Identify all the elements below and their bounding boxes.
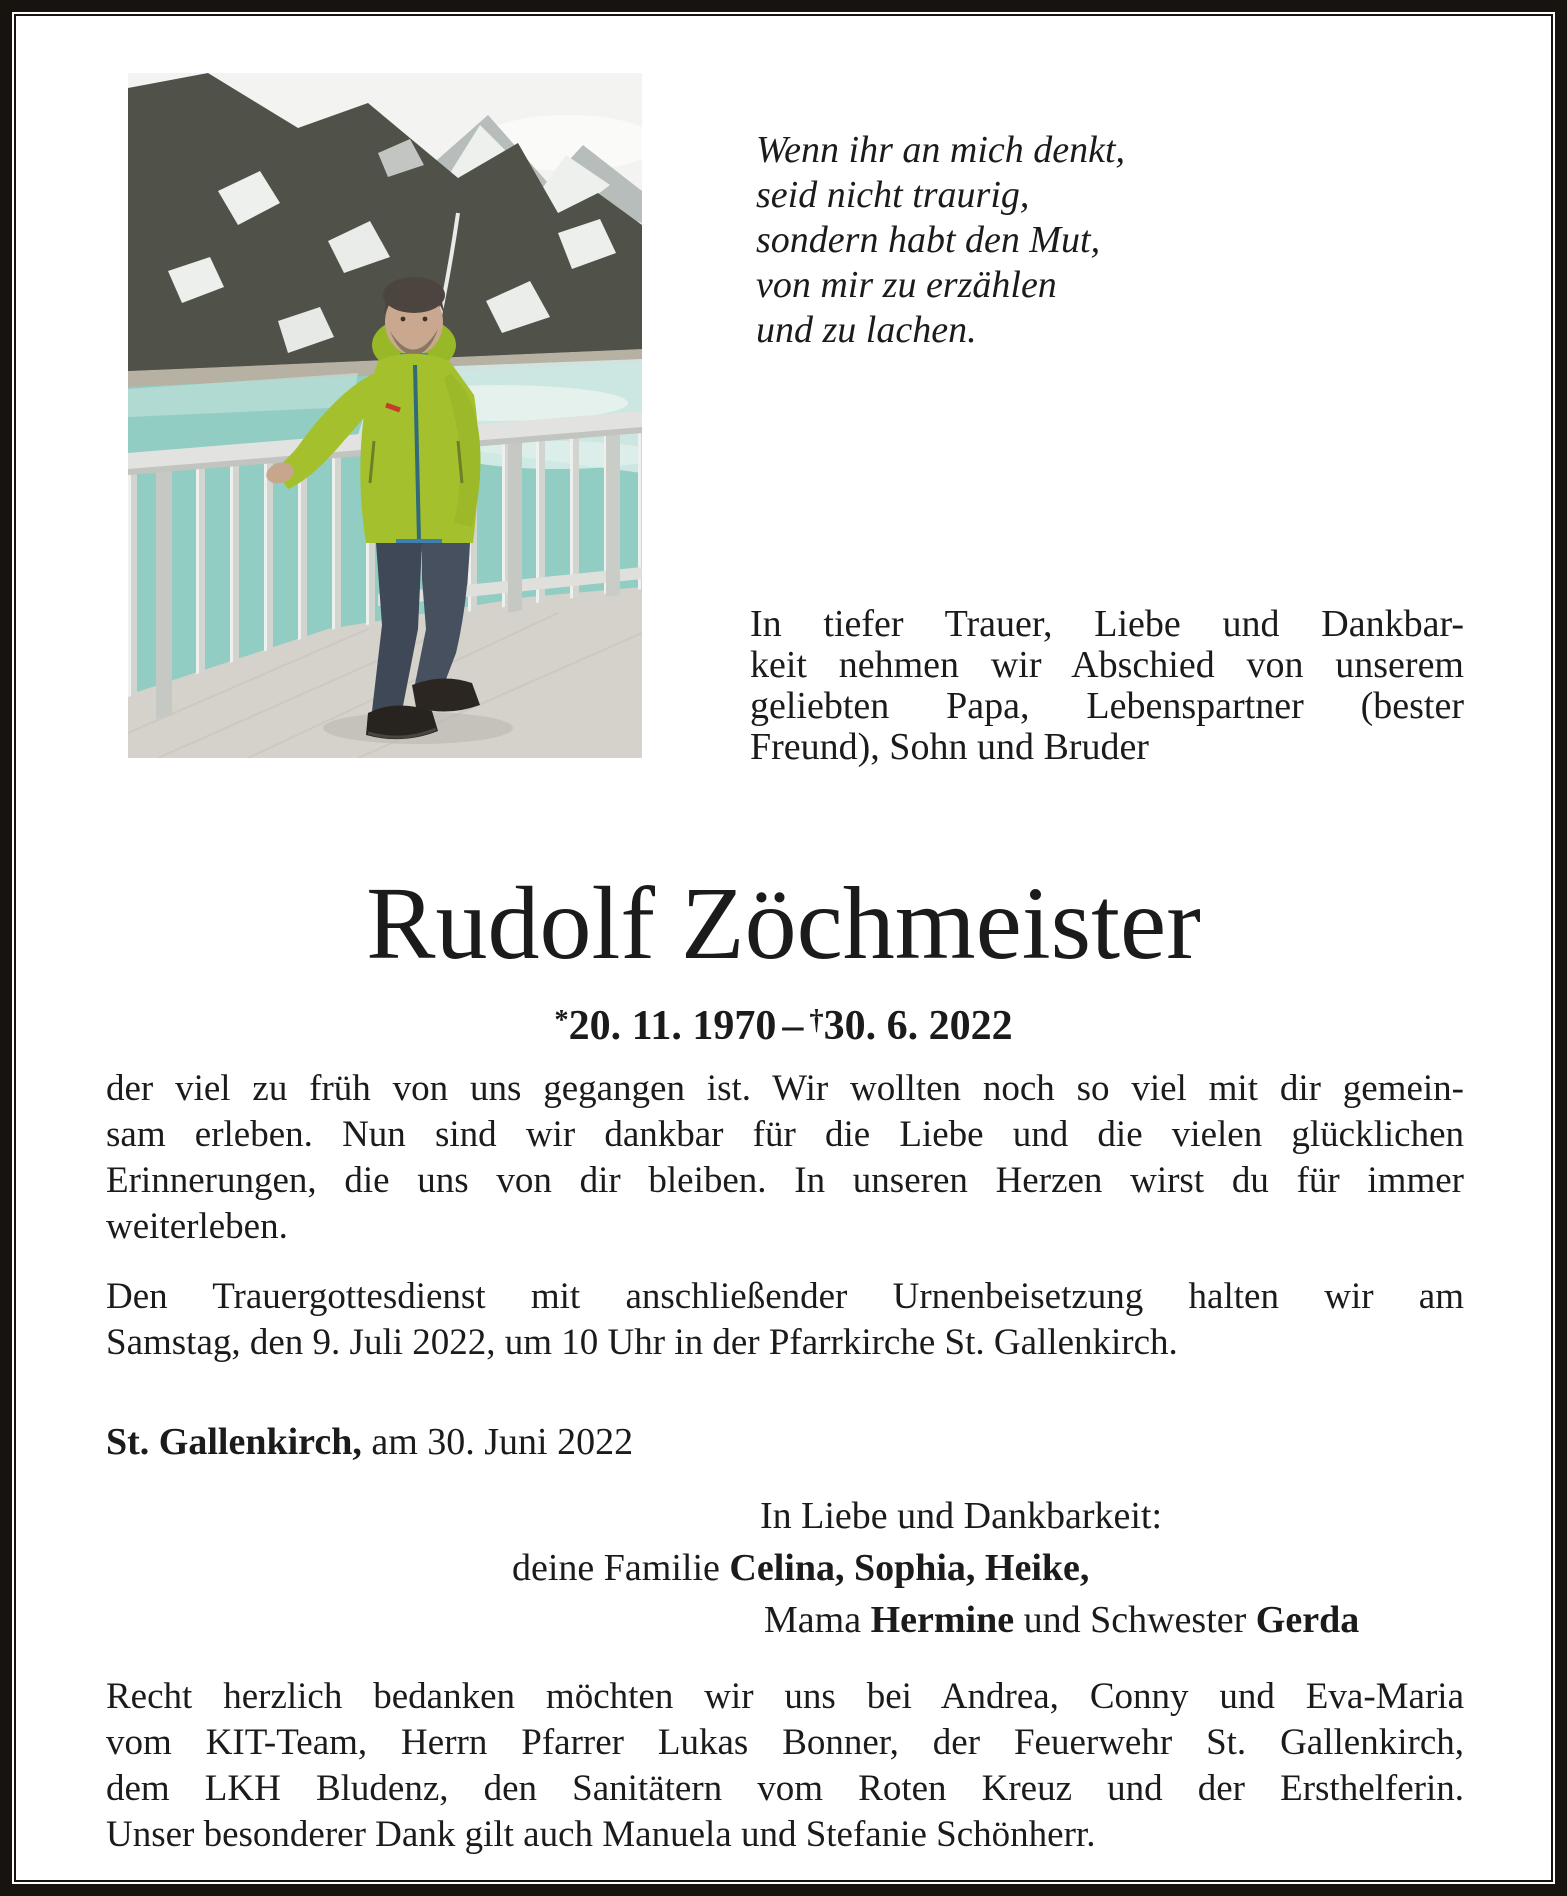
memory-line: sam erleben. Nun sind wir dankbar für die Liebe und die vielen glücklichen <box>106 1114 1464 1155</box>
place-name: St. Gallenkirch, <box>106 1421 362 1463</box>
birth-date: 20. 11. 1970 <box>568 1003 777 1049</box>
thanks-line: Recht herzlich bedanken möchten wir uns bei Andrea, Conny und Eva-Maria <box>106 1676 1464 1717</box>
dates-separator: – <box>782 1003 804 1049</box>
mama-sister-line <box>764 1598 1359 1642</box>
deceased-name: Rudolf Zöchmeister <box>366 866 1201 981</box>
memory-line: Erinnerungen, die uns von dir bleiben. In unseren Herzen wirst du für immer <box>106 1160 1464 1201</box>
death-cross-symbol: † <box>809 1004 824 1036</box>
intro-line: Freund), Sohn und Bruder <box>750 726 1149 768</box>
poem-line: und zu lachen. <box>756 309 977 351</box>
intro-line: geliebten Papa, Lebenspartner (bester <box>750 685 1464 727</box>
obituary-page <box>14 14 1553 1882</box>
closing-heading: In Liebe und Dankbarkeit: <box>760 1495 1163 1537</box>
memorial-photo <box>128 73 642 758</box>
family-prefix: deine Familie <box>512 1547 730 1589</box>
memory-line: der viel zu früh von uns gegangen ist. Wir wollten noch so viel mit dir gemein- <box>106 1068 1464 1109</box>
thanks-line: Unser besonderer Dank gilt auch Manuela und Stefanie Schönherr. <box>106 1814 1096 1855</box>
place-date-line <box>106 1420 633 1464</box>
thanks-line: vom KIT-Team, Herrn Pfarrer Lukas Bonner, der Feuerwehr St. Gallenkirch, <box>106 1722 1464 1763</box>
poem-line: sondern habt den Mut, <box>756 219 1101 261</box>
memory-line: weiterleben. <box>106 1206 288 1247</box>
frame-mat <box>12 12 1555 1884</box>
intro-line: In tiefer Trauer, Liebe und Dankbar- <box>750 603 1464 645</box>
date-text: am 30. Juni 2022 <box>361 1421 634 1463</box>
family-line <box>512 1546 1089 1590</box>
intro-block <box>750 604 1464 768</box>
sister-name: Gerda <box>1255 1599 1360 1641</box>
intro-line: keit nehmen wir Abschied von unserem <box>750 644 1464 686</box>
thanks-line: dem LKH Bludenz, den Sanitätern vom Roten Kreuz und der Ersthelferin. <box>106 1768 1464 1809</box>
life-dates <box>16 1002 1551 1050</box>
poem-line: von mir zu erzählen <box>756 264 1057 306</box>
mama-name: Hermine <box>870 1599 1015 1641</box>
birth-star-symbol: * <box>554 1004 569 1036</box>
service-line: Samstag, den 9. Juli 2022, um 10 Uhr in der Pfarrkirche St. Gallenkirch. <box>106 1322 1178 1363</box>
mama-label: Mama <box>764 1599 871 1641</box>
family-names: Celina, Sophia, Heike, <box>729 1547 1090 1589</box>
memorial-photo-illustration <box>128 73 642 758</box>
thanks-paragraph <box>106 1674 1464 1858</box>
memory-paragraph <box>106 1066 1464 1250</box>
sister-label: und Schwester <box>1014 1599 1256 1641</box>
poem-block <box>756 128 1125 353</box>
service-paragraph <box>106 1274 1464 1366</box>
poem-line: Wenn ihr an mich denkt, <box>756 129 1126 171</box>
poem-line: seid nicht traurig, <box>756 174 1030 216</box>
service-line: Den Trauergottesdienst mit anschließender Urnenbeisetzung halten wir am <box>106 1276 1464 1317</box>
death-date: 30. 6. 2022 <box>823 1003 1013 1049</box>
